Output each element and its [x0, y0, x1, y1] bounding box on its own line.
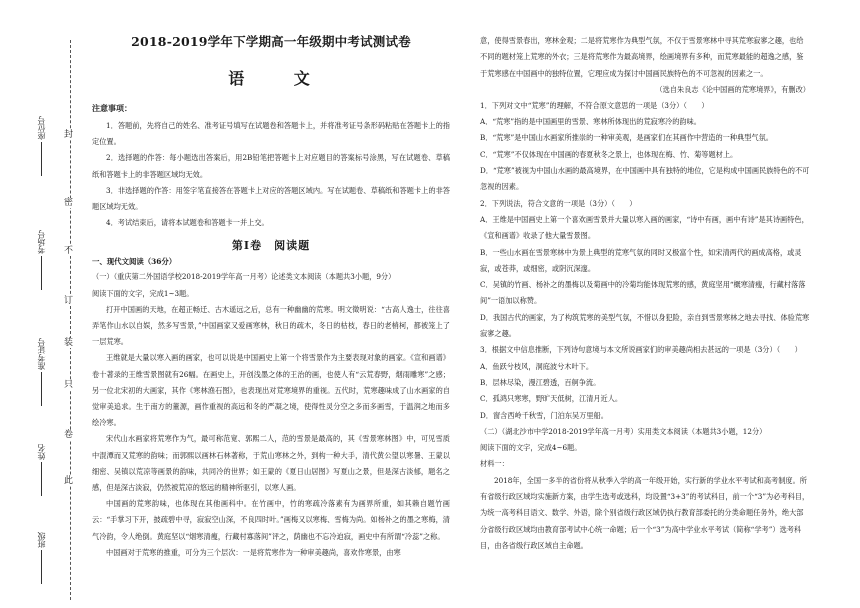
question-3-option-c: C．孤鸿只寒寒，野旷天低树，江清月近人。: [480, 394, 623, 404]
binding-dashed-line: [70, 40, 71, 600]
question-1-option-b: B．“荒寒”是中国山水画家所推崇的一种审美观，是画家们在其画作中营造的一种典型气氛。: [480, 133, 773, 143]
question-3-option-d: D．窗含西岭千秋雪，门泊东吴万里船。: [480, 410, 608, 420]
subject-title: 语 文: [228, 69, 332, 88]
notice-item: 2．选择题的作答：每小题选出答案后，用2B铅笔把答题卡上对应题目的答案标号涂黑，写在试题卷、草稿纸和答题卡上的非答题区域均无效。: [92, 153, 450, 179]
question-3-option-b: B．层林尽染，漫江碧透，百舸争流。: [480, 377, 601, 387]
passage-source: （选自朱良志《论中国画的荒寒境界》，有删改）: [655, 84, 810, 94]
question-3-option-a: A．鱼跃兮枝风，洞庭波兮木叶下。: [480, 361, 594, 371]
field-label: 考场号: [37, 230, 46, 254]
material-label: 材料一：: [480, 459, 509, 469]
passage-continuation: 意，使得雪景春出，寒林金观；二是将荒寒作为典型气氛，不仅于雪景寒林中寻其荒寒寂寥之趣，也给不同的题材笼上荒寒的外衣；三是将荒寒作为最高境界，绘画境界有多种，而荒寒最能的超逸之感，鉴于荒寒感在中国画中的独特位置，它理应成为探讨中国画民族特色的不可忽视的因素之一。: [480, 36, 804, 78]
passage-paragraph: 宋代山水画家将荒寒作为气，最可称范宽、郭熙二人，范的雪景是最高的，其《雪景寒林图》中，可见雪质中混潭而又荒寒的韵味；而郭熙以画林石林著称，于荒山寒林之外，到构一种大手，清代黄公望以寒暑、王蒙以细密、吴镇以荒凉等画景的韵味，共同冷的世界；如王蒙的《夏日山居图》写夏山之景，但是深古淡郁，题名之感，但是深古淡寂，仍然被荒凉的悠远的精神所驱引，以寒人画。: [92, 434, 450, 493]
reading-instruction: 阅读下面的文字，完成4~6题。: [480, 443, 582, 453]
left-column: [92, 32, 450, 561]
question-1-option-d: D．“荒寒”被视为中国山水画的最高境界，在中国画中具有独特的地位，它是构成中国画民族特色的不可忽视的因素。: [480, 166, 810, 192]
right-column: [480, 33, 810, 554]
binding-char: 卷: [64, 430, 74, 440]
subsection-heading: （二）（湖北沙市中学2018-2019学年高一月考）实用类文本阅读（本题共3小题，12分）: [480, 426, 767, 436]
field-label: 座位号: [37, 116, 46, 140]
question-1-option-a: A．“荒寒”指的是中国画里的雪景、寒林所体现出的荒寂寒冷的韵味。: [480, 117, 701, 127]
binding-char: 此: [64, 476, 74, 486]
binding-char: 订: [64, 296, 74, 306]
notice-item: 4．考试结束后，请将本试题卷和答题卡一并上交。: [106, 218, 269, 228]
passage-paragraph: 中国画的荒寒韵味，也体现在其他画科中。在竹画中，竹的寒疏冷落素有为画界所重，如其赖自题竹画云：“手掌习下开，披疏碧中寻，寂寂空山深，不良四时叶。”画梅又以寒梅、雪梅为尚。如杨补之的墨之寒梅，清气冷韵，令人绝倒。黄庭坚以“烟寒清瘦，行藏村寡落间”评之，荫幽也不忘冷迫寂，画史中有所谓“冷蕊”之称。: [92, 499, 450, 541]
part1-title: 第Ⅰ卷 阅读题: [231, 239, 311, 253]
section-heading: 一、现代文阅读（36分）: [92, 257, 177, 267]
question-2-option-c: C．吴镇的竹画、杨补之的墨梅以及菊画中的冷菊均能体现荒寒的感，黄庭坚用“概寒清瘦，行藏村落落间”一语加以称赞。: [480, 280, 806, 306]
notice-item: 1．答题前，先将自己的姓名、准考证号填写在试题卷和答题卡上，并将准考证号条形码粘贴在答题卡上的指定位置。: [92, 121, 450, 147]
name-field[interactable]: [36, 444, 47, 496]
question-1-option-c: C．“荒寒”不仅体现在中国画的春夏秋冬之景上，也体现在梅、竹、菊等题材上。: [480, 149, 738, 159]
passage-paragraph: 王维就是大量以寒入画的画家，也可以说是中国画史上第一个将雪景作为主要表现对象的画家。《宣和画谱》卷十著录的王维雪景图就有26幅。在画史上，开创浅墨之体的王治的画，也使人有“云荒春野，烟雨雕寒”之感；另一位北宋初的大画家，其作《寒林渔石图》，也表现出对荒寒境界的重视。五代时，荒寒趣味成了山水画家的自觉审美追求。生于南方的董源，画作重视的高远和冬的严凝之境，使得性灵分空之多而多画雪，于温润之地而多绘冷寒。: [92, 353, 450, 428]
exam-room-field[interactable]: [36, 230, 47, 290]
field-label: 准考证号: [37, 338, 46, 370]
material-text: 2018年，全国一多半的省份将从秋季入学的高一年级开始，实行新的学业水平考试和高考制度。所有省级行政区域均实施新方案，由学生选考或选科，均设置“3+3”的考试科目，前一个“3”为必考科目，为统一高考科目语文、数学、外语，除个别省级行政区域仍执行教育部委托的分类命题任务外，绝大部分省级行政区域均由教育部考试中心统一命题；后一个“3”为高中学业水平考试（简称“学考”）选考科目，由各省级行政区域自主命题。: [480, 475, 810, 550]
question-2-stem: 2．下列说法，符合文意的一项是（3分）（ ）: [480, 198, 637, 208]
binding-char: 封: [64, 130, 74, 140]
question-2-option-b: B．一些山水画在雪景寒林中为景上典型的荒寒气氛的同时又极富个性，如宋清两代的画成高格，或灵寂，或苍莽，或细密，或阴沉深邃。: [480, 247, 802, 273]
passage-paragraph: 打开中国画的天地，在超正畅迁、古木遥远之后，总有一种幽幽的荒寒。明文徵明说：“古高人逸士，往往喜弄笔作山水以自娱，然多写雪景，”中国画家又爱画寒林，秋日的疏木，冬日的枯枝，春日的老梢柯，都被笼上了一层荒寒。: [92, 304, 450, 347]
binding-margin: [0, 0, 90, 608]
question-3-stem: 3．根据文中信息推断，下列诗句意境与本文所说画家们的审美趣尚相去甚远的一项是（3分）（ ）: [480, 345, 802, 355]
notice-heading: 注意事项：: [92, 103, 132, 113]
question-2-option-a: A．王维是中国画史上第一个喜欢画雪景并大量以寒入画的画家，“诗中有画，画中有诗”是其诗画特色，《宣和画谱》收录了他大量雪景图。: [480, 214, 809, 241]
field-label: 班级: [37, 532, 46, 548]
reading-instruction: 阅读下面的文字，完成1~3题。: [92, 288, 194, 298]
passage-paragraph: 中国画对于荒寒的推重，可分为三个层次：一是将荒寒作为一种审美趣尚，喜欢作寒景，由寒: [106, 547, 401, 557]
exam-title: 2018-2019学年下学期高一年级期中考试测试卷: [131, 34, 411, 49]
binding-char: 密: [64, 198, 74, 208]
admission-number-field[interactable]: [36, 338, 47, 406]
binding-char: 装: [64, 338, 74, 348]
subsection-heading: （一）（重庆第二外国语学校2018-2019学年高一月考）论述类文本阅读（本题共3小题，9分）: [92, 272, 396, 282]
binding-char: 只: [64, 380, 74, 390]
class-field[interactable]: [36, 532, 47, 584]
seat-number-field[interactable]: [36, 116, 47, 176]
question-1-stem: 1．下列对文中“荒寒”的理解，不符合原文意思的一项是（3分）（ ）: [480, 100, 709, 110]
notice-item: 3．非选择题的作答：用签字笔直接答在答题卡上对应的答题区域内。写在试题卷、草稿纸和答题卡上的非答题区域均无效。: [92, 185, 450, 212]
question-2-option-d: D．我国古代的画家，为了构筑荒寒的美型气氛，不惜以身犯险，亲自到雪景寒林之地去寻找、体验荒寒寂寥之趣。: [480, 312, 810, 339]
binding-char: 不: [64, 246, 74, 256]
field-label: 姓名: [37, 444, 46, 460]
